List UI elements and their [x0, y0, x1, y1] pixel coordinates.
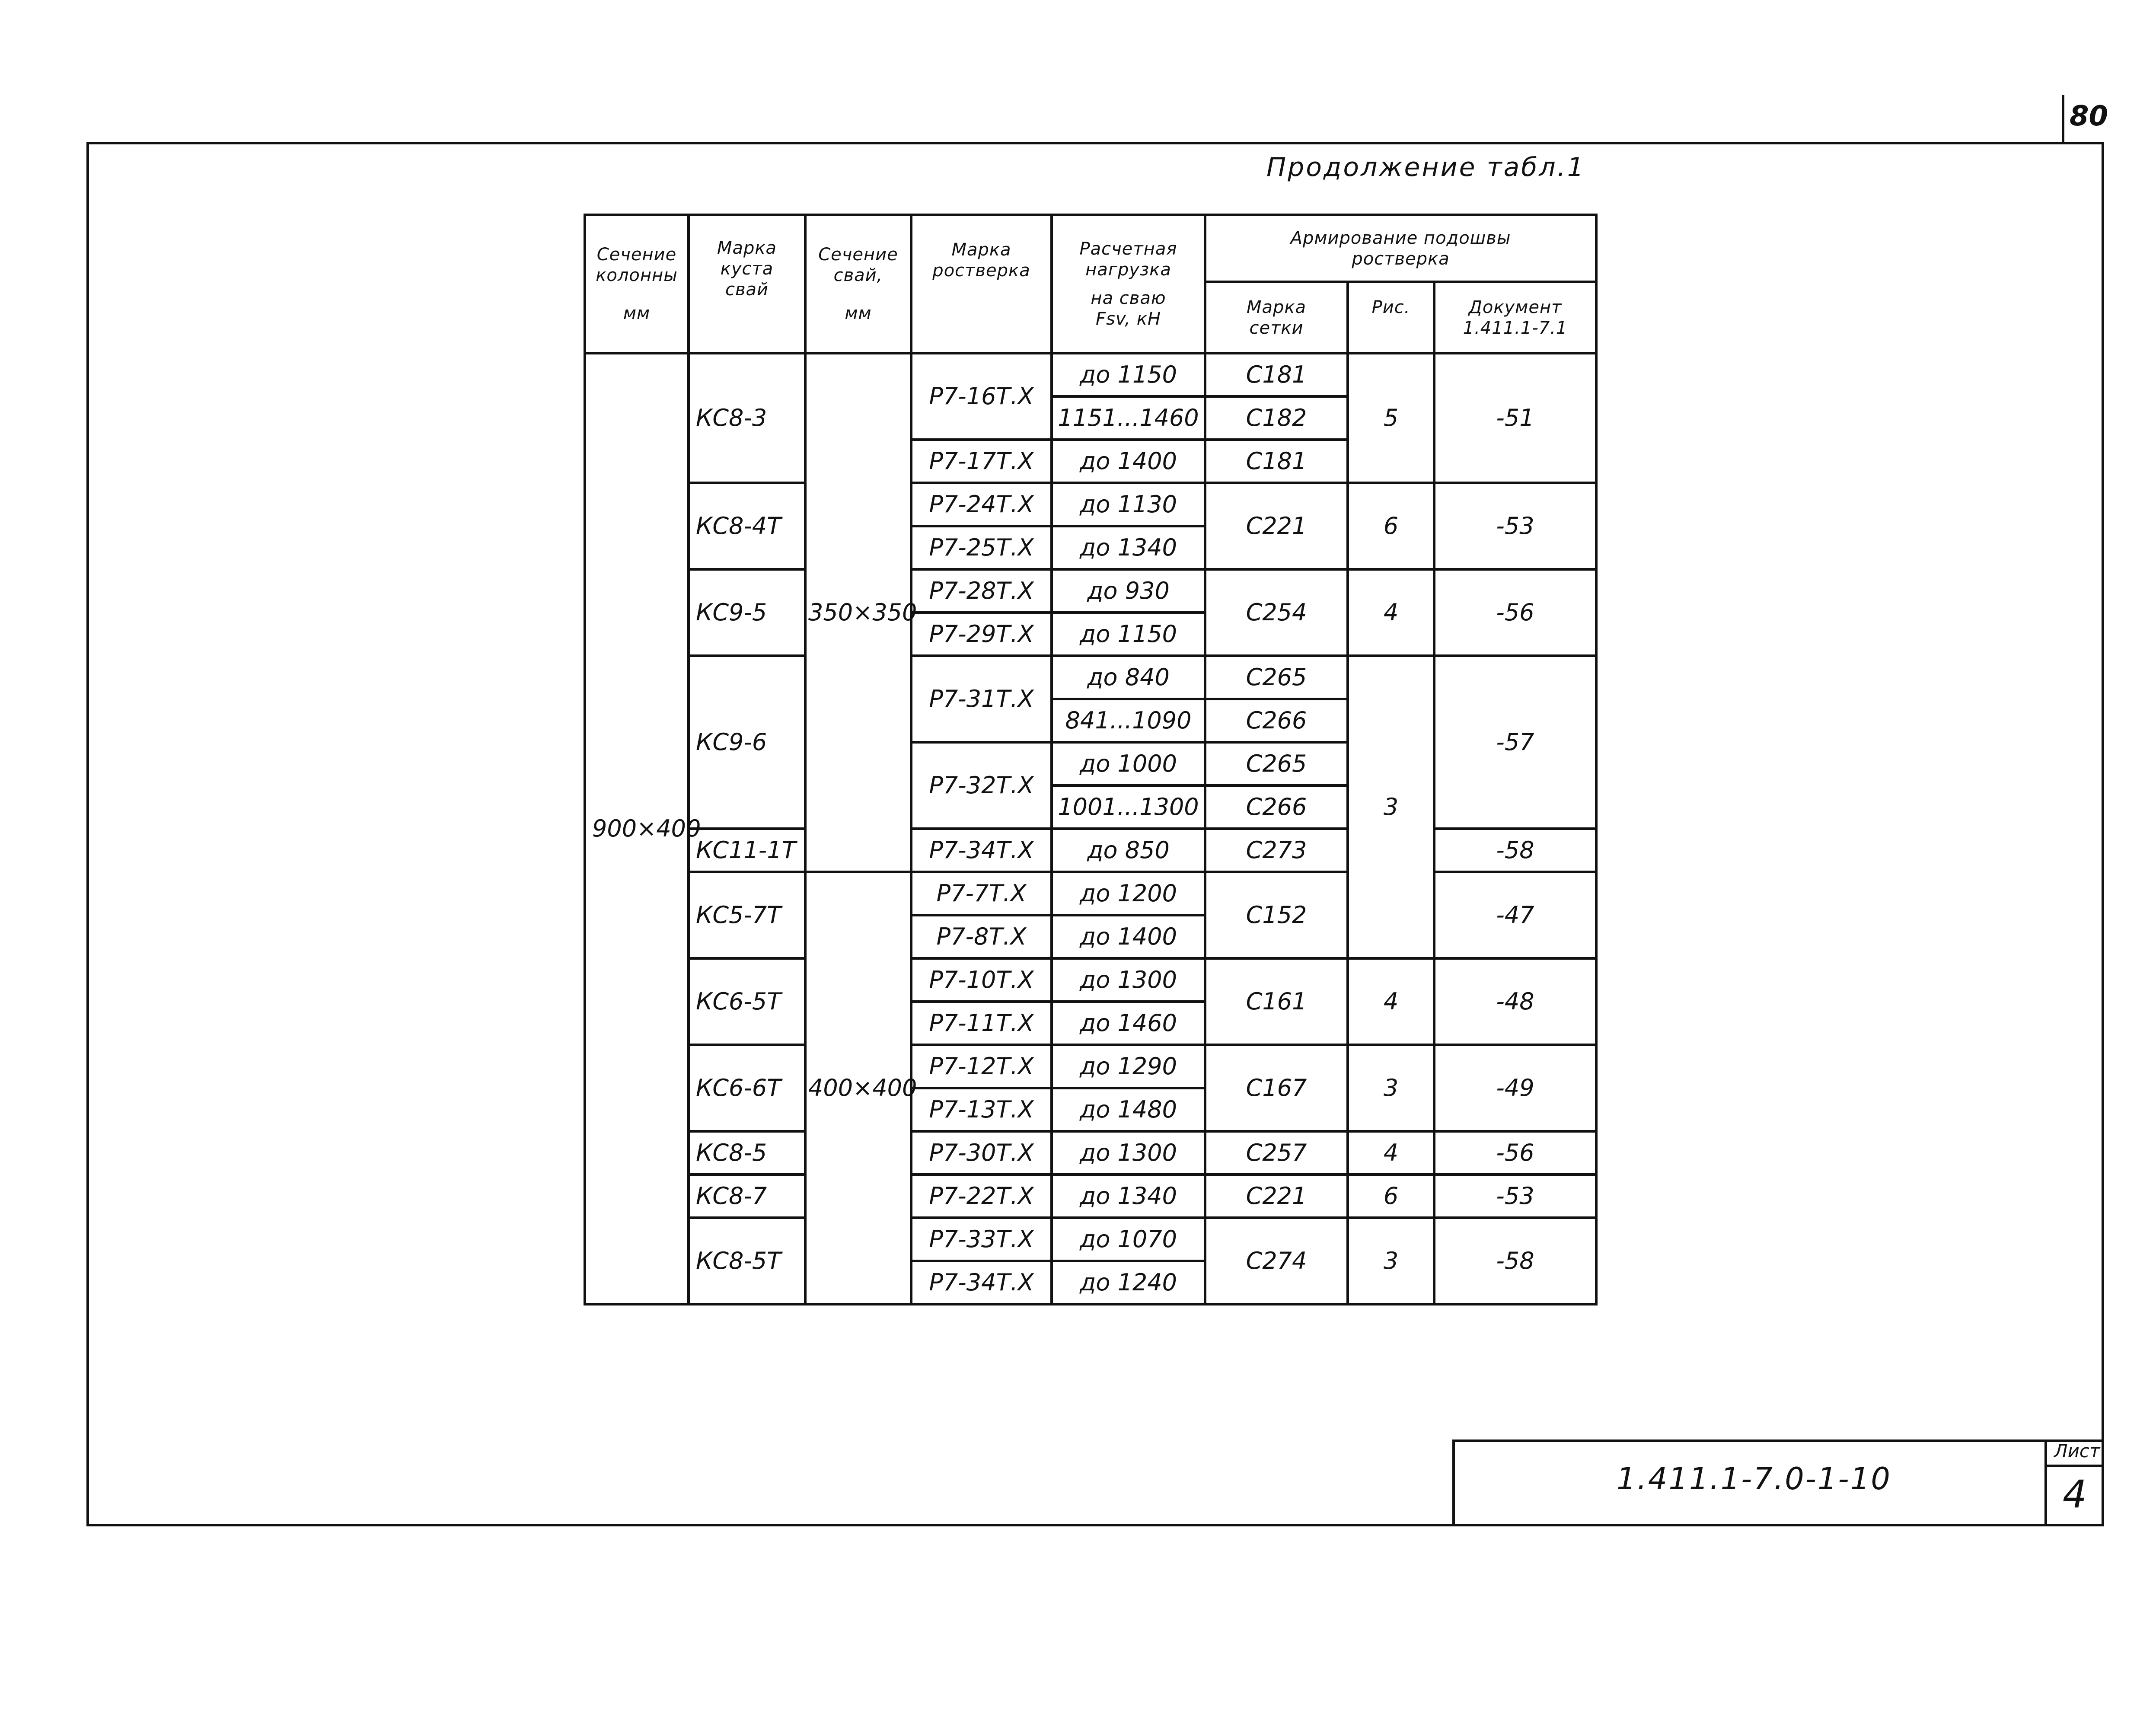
grillage-cell: Р7-34Т.Х — [911, 829, 1052, 872]
document-cell: -58 — [1434, 1218, 1596, 1304]
figure-cell: 4 — [1348, 1131, 1434, 1175]
sheet-label: Лист — [2054, 1440, 2100, 1462]
cluster-cell: КС9-6 — [689, 656, 805, 829]
mesh-cell: С161 — [1205, 958, 1348, 1045]
grillage-cell: Р7-30Т.Х — [911, 1131, 1052, 1175]
grillage-cell: Р7-22Т.Х — [911, 1175, 1052, 1218]
specification-table — [584, 214, 1598, 1305]
figure-cell: 6 — [1348, 483, 1434, 569]
grillage-cell: Р7-29Т.Х — [911, 613, 1052, 656]
load-cell: 1151...1460 — [1052, 396, 1205, 440]
document-cell: -53 — [1434, 483, 1596, 569]
pile-section-cell: 400×400 — [805, 872, 911, 1304]
header-pile-cluster: Марка куста свай — [689, 215, 805, 353]
document-cell: -47 — [1434, 872, 1596, 958]
document-cell: -53 — [1434, 1175, 1596, 1218]
header-column-section: Сечение колонны мм — [585, 215, 689, 353]
grillage-cell: Р7-24Т.Х — [911, 483, 1052, 526]
header-document: Документ 1.411.1-7.1 — [1434, 282, 1596, 353]
cluster-cell: КС11-1Т — [689, 829, 805, 872]
cluster-cell: КС6-5Т — [689, 958, 805, 1045]
mesh-cell: С266 — [1205, 699, 1348, 742]
mesh-cell: С273 — [1205, 829, 1348, 872]
load-cell: до 840 — [1052, 656, 1205, 699]
load-cell: до 1150 — [1052, 613, 1205, 656]
load-cell: до 1070 — [1052, 1218, 1205, 1261]
load-cell: до 1400 — [1052, 915, 1205, 958]
header-grillage: Марка ростверка — [911, 215, 1052, 353]
figure-cell: 4 — [1348, 569, 1434, 656]
mesh-cell: С274 — [1205, 1218, 1348, 1304]
table-row — [585, 1175, 1596, 1218]
cluster-cell: КС5-7Т — [689, 872, 805, 958]
document-cell: -57 — [1434, 656, 1596, 829]
grillage-cell: Р7-25Т.Х — [911, 526, 1052, 569]
cluster-cell: КС8-4Т — [689, 483, 805, 569]
load-cell: 841...1090 — [1052, 699, 1205, 742]
document-cell: -56 — [1434, 569, 1596, 656]
table-row — [585, 829, 1596, 872]
load-cell: до 1130 — [1052, 483, 1205, 526]
mesh-cell: С221 — [1205, 1175, 1348, 1218]
load-cell: до 1480 — [1052, 1088, 1205, 1131]
table-row — [585, 483, 1596, 526]
grillage-cell: Р7-32Т.Х — [911, 742, 1052, 829]
figure-cell: 4 — [1348, 958, 1434, 1045]
cluster-cell: КС9-5 — [689, 569, 805, 656]
header-mesh: Марка сетки — [1205, 282, 1348, 353]
cluster-cell: КС6-6Т — [689, 1045, 805, 1131]
load-cell: до 1340 — [1052, 526, 1205, 569]
mesh-cell: С167 — [1205, 1045, 1348, 1131]
load-cell: до 1300 — [1052, 1131, 1205, 1175]
document-cell: -48 — [1434, 958, 1596, 1045]
grillage-cell: Р7-10Т.Х — [911, 958, 1052, 1002]
grillage-cell: Р7-11Т.Х — [911, 1002, 1052, 1045]
grillage-cell: Р7-33Т.Х — [911, 1218, 1052, 1261]
table-row — [585, 1218, 1596, 1261]
document-code: 1.411.1-7.0-1-10 — [1617, 1461, 1891, 1497]
load-cell: до 1340 — [1052, 1175, 1205, 1218]
grillage-cell: Р7-31Т.Х — [911, 656, 1052, 742]
table-row — [585, 872, 1596, 915]
mesh-cell: С182 — [1205, 396, 1348, 440]
header-pile-section: Сечение свай, мм — [805, 215, 911, 353]
load-cell: до 1000 — [1052, 742, 1205, 785]
mesh-cell: С266 — [1205, 785, 1348, 829]
grillage-cell: Р7-13Т.Х — [911, 1088, 1052, 1131]
grillage-cell: Р7-17Т.Х — [911, 440, 1052, 483]
mesh-cell: С265 — [1205, 656, 1348, 699]
document-cell: -58 — [1434, 829, 1596, 872]
document-cell: -51 — [1434, 353, 1596, 483]
grillage-cell: Р7-7Т.Х — [911, 872, 1052, 915]
cluster-cell: КС8-7 — [689, 1175, 805, 1218]
load-cell: до 850 — [1052, 829, 1205, 872]
table-row — [585, 1045, 1596, 1088]
load-cell: до 1400 — [1052, 440, 1205, 483]
table-row — [585, 1131, 1596, 1175]
sheet-corner-number: 80 — [2070, 100, 2108, 132]
header-reinforcement: Армирование подошвы ростверка — [1205, 215, 1596, 282]
column-section-cell: 900×400 — [585, 353, 689, 1304]
grillage-cell: Р7-28Т.Х — [911, 569, 1052, 613]
cluster-cell: КС8-5 — [689, 1131, 805, 1175]
load-cell: до 1200 — [1052, 872, 1205, 915]
mesh-cell: С257 — [1205, 1131, 1348, 1175]
header-load: Расчетная нагрузка на сваю Fsv, кН — [1052, 215, 1205, 353]
document-cell: -49 — [1434, 1045, 1596, 1131]
grillage-cell: Р7-34Т.Х — [911, 1261, 1052, 1304]
figure-cell: 3 — [1348, 1218, 1434, 1304]
load-cell: до 1290 — [1052, 1045, 1205, 1088]
cluster-cell: КС8-3 — [689, 353, 805, 483]
cluster-cell: КС8-5Т — [689, 1218, 805, 1304]
mesh-cell: С221 — [1205, 483, 1348, 569]
load-cell: до 1460 — [1052, 1002, 1205, 1045]
table-row — [585, 353, 1596, 396]
mesh-cell: С152 — [1205, 872, 1348, 958]
header-figure: Рис. — [1348, 282, 1434, 353]
mesh-cell: С254 — [1205, 569, 1348, 656]
load-cell: до 930 — [1052, 569, 1205, 613]
document-cell: -56 — [1434, 1131, 1596, 1175]
figure-cell: 3 — [1348, 656, 1434, 958]
grillage-cell: Р7-8Т.Х — [911, 915, 1052, 958]
load-cell: до 1240 — [1052, 1261, 1205, 1304]
table-row — [585, 958, 1596, 1002]
mesh-cell: С181 — [1205, 353, 1348, 396]
table-caption: Продолжение табл.1 — [1266, 152, 1585, 182]
grillage-cell: Р7-12Т.Х — [911, 1045, 1052, 1088]
mesh-cell: С181 — [1205, 440, 1348, 483]
figure-cell: 6 — [1348, 1175, 1434, 1218]
load-cell: до 1150 — [1052, 353, 1205, 396]
figure-cell: 5 — [1348, 353, 1434, 483]
figure-cell: 3 — [1348, 1045, 1434, 1131]
table-row — [585, 656, 1596, 699]
table-row — [585, 569, 1596, 613]
sheet-number: 4 — [2063, 1472, 2087, 1516]
load-cell: 1001...1300 — [1052, 785, 1205, 829]
pile-section-cell: 350×350 — [805, 353, 911, 872]
grillage-cell: Р7-16Т.Х — [911, 353, 1052, 440]
load-cell: до 1300 — [1052, 958, 1205, 1002]
mesh-cell: С265 — [1205, 742, 1348, 785]
